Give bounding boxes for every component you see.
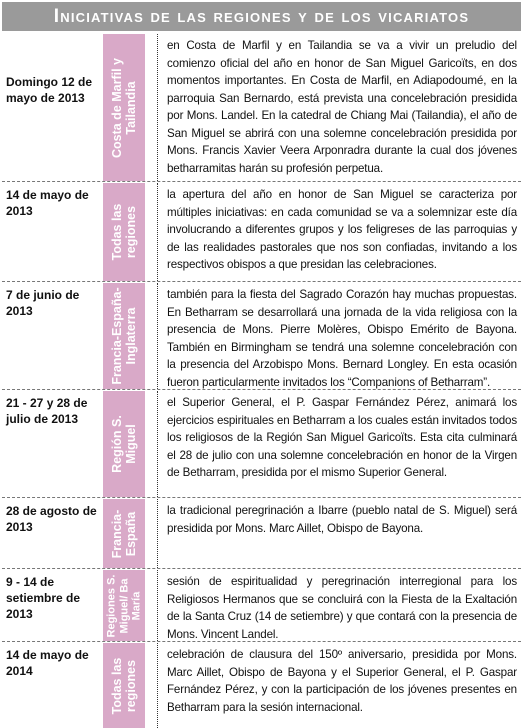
dotted-divider: [157, 570, 158, 641]
event-description: también para la fiesta del Sagrado Corazón hay muchas propuestas. En Betharram se desarrollará una jornada de la vida religiosa con la presencia de Mons. Pierre Molères, Obispo Emérito de Bayona. También en Birmingham se tendrá una solemne concelebración con la presencia del Arzobispo Mons. Bernard Longley. En esta ocasión fueron particularmente invitados los “Companions of Betharram”.: [167, 288, 517, 389]
region-label: Costa de Marfil y Tailandia: [110, 57, 138, 158]
dotted-divider: [157, 283, 158, 389]
table-row: [2, 183, 521, 282]
region-band: [103, 283, 145, 389]
dotted-divider: [157, 183, 158, 281]
event-date: 28 de agosto de 2013: [6, 504, 97, 534]
table-row: [2, 283, 521, 390]
dotted-divider: [157, 643, 158, 728]
region-label: Todas las regiones: [110, 203, 138, 261]
region-label: Francia-España-Inglaterra: [110, 287, 138, 385]
table-row: [2, 34, 521, 182]
event-date: 21 - 27 y 28 de julio de 2013: [6, 396, 88, 426]
region-band: [103, 643, 145, 728]
event-description: sesión de espiritualidad y peregrinación interregional para los Religiosos Hermanos que se concluirá con la Fiesta de la Exaltación de la Santa Cruz (14 de setiembre) y que contará con la presencia de Mons. Vincent Landel.: [167, 575, 517, 641]
table-row: [2, 643, 521, 728]
region-label: Francia-España: [110, 509, 138, 558]
region-label: Regiones S. Miguel/ Ba María: [105, 574, 143, 637]
region-band: [103, 570, 145, 641]
event-description: el Superior General, el P. Gaspar Fernández Pérez, animará los ejercicios espirituales en Betharram a los cuales están invitados todos los religiosos de la Región San Miguel Garicoïts. Esta cita culminará el 28 de julio con una solemne concelebración en honor de la Virgen de Betharram, presidida por el mismo Superior General.: [167, 396, 517, 479]
event-date: 7 de junio de 2013: [6, 288, 80, 318]
event-date: 14 de mayo de 2013: [6, 188, 89, 218]
event-description: la apertura del año en honor de San Miguel se caracteriza por múltiples iniciativas: en cada comunidad se va a solemnizar este día involucrando a diferentes grupos y los feligreses de las parroquias y de las realidades pastorales que nos son confiadas, invitando a los respectivos obispos a que presidan las celebraciones.: [167, 188, 517, 271]
dotted-divider: [157, 391, 158, 497]
event-date: Domingo 12 de mayo de 2013: [6, 75, 93, 105]
dotted-divider: [157, 34, 158, 181]
page-title: Iniciativas de las regiones y de los vicariatos: [2, 2, 521, 31]
event-description: celebración de clausura del 150º aniversario, presidida por Mons. Marc Aillet, Obispo de Bayona y el Superior General, el P. Gaspar Fernández Pérez, y con la participación de los jóvenes presentes en Betharram para la sesión internacional.: [167, 648, 517, 714]
event-date: 14 de mayo de 2014: [6, 648, 89, 678]
event-description: en Costa de Marfil y en Tailandia se va a vivir un preludio del comienzo oficial del año en honor de San Miguel Garicoïts, en dos momentos importantes. En Costa de Marfil, en Adiapodoumé, en la parroquia San Bernardo, está prevista una concelebración presidida por Mons. Landel. En la catedral de Chiang Mai (Tailandia), el año de San Miguel se abrirá con una solemne concelebración presidida por Mons. Francis Xavier Veera Arponradra durante la cual dos jóvenes betharramitas harán su profesión perpetua.: [167, 39, 517, 175]
dotted-divider: [157, 499, 158, 568]
event-date: 9 - 14 de setiembre de 2013: [6, 575, 81, 621]
region-band: [103, 183, 145, 281]
table-row: [2, 391, 521, 498]
table-row: [2, 570, 521, 642]
region-label: Todas las regiones: [110, 657, 138, 714]
region-band: [103, 499, 145, 568]
event-description: la tradicional peregrinación a Ibarre (pueblo natal de S. Miguel) será presidida por Mons. Marc Aillet, Obispo de Bayona.: [167, 504, 517, 535]
region-label: Región S. Miguel: [110, 415, 138, 473]
region-band: [103, 391, 145, 497]
table-row: [2, 499, 521, 569]
region-band: [103, 34, 145, 181]
